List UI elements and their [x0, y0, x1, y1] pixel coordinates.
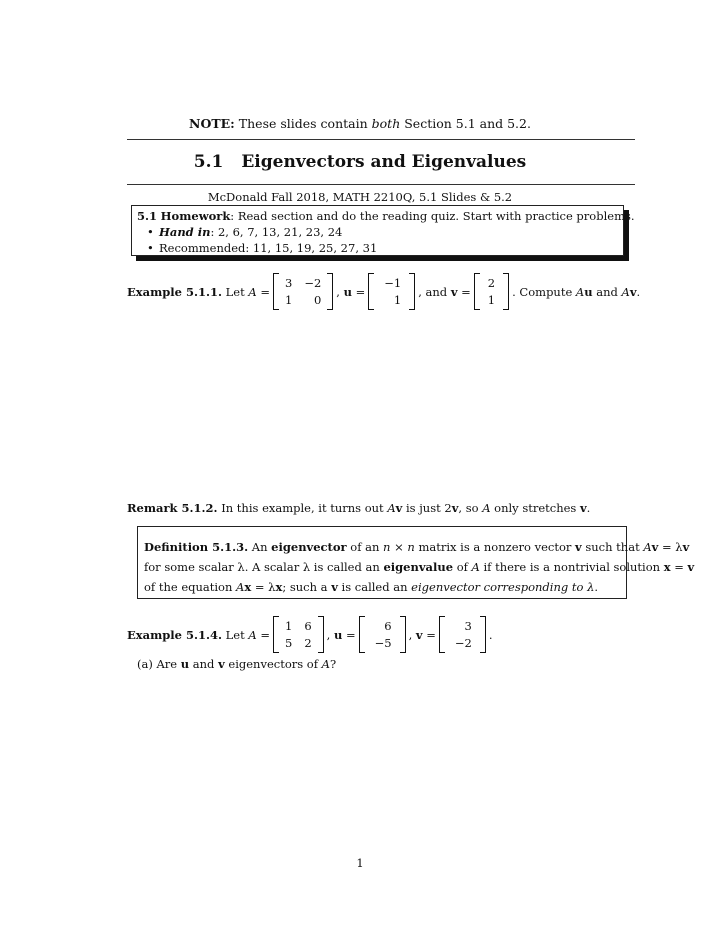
example-5-1-4: Example 5.1.4. Let A = 1 6 5 2 , u = 6 −5 , v = 3 −2 .: [127, 616, 493, 653]
remark-5-1-2: Remark 5.1.2. In this example, it turns out Av is just 2v, so A only stretches v.: [127, 501, 591, 515]
var-a: A: [248, 627, 257, 642]
remark-text: is just 2: [406, 501, 452, 515]
note-line: [0, 116, 720, 131]
matrix-entry: 5: [285, 636, 293, 650]
var-x: x: [663, 560, 671, 574]
course-line: McDonald Fall 2018, MATH 2210Q, 5.1 Slides & 5.2: [207, 190, 513, 204]
homework-title: [137, 208, 635, 224]
section-heading: [0, 152, 720, 172]
definition-text: of an: [350, 540, 380, 554]
var-v: v: [682, 540, 690, 554]
var-a: A: [321, 657, 330, 671]
note-text-b: Section 5.1 and 5.2.: [404, 116, 531, 131]
matrix-entry: 2: [304, 636, 312, 650]
matrix-entry: −1: [384, 276, 402, 290]
var-v: v: [415, 627, 423, 642]
definition-text: ; such a: [282, 580, 328, 594]
vector-v: [474, 273, 509, 310]
note-label: NOTE:: [189, 116, 235, 131]
var-u: u: [180, 657, 190, 671]
matrix-A: [273, 616, 324, 653]
var-v: v: [218, 657, 225, 671]
matrix-entry: 2: [487, 276, 496, 290]
definition-line-2: for some scalar λ. A scalar λ is called an eigenvalue of A if there is a nontrivial solution x = v: [144, 560, 695, 574]
var-v: v: [579, 501, 587, 515]
definition-text: An: [251, 540, 268, 554]
var-x: x: [244, 580, 252, 594]
hand-in-item: [137, 224, 618, 240]
var-v: v: [629, 284, 637, 299]
definition-text: is called an: [341, 580, 408, 594]
part-a-text: and: [192, 657, 215, 671]
remark-label: Remark 5.1.2.: [127, 501, 218, 515]
right-bracket: [503, 273, 509, 310]
page-number: 1: [356, 856, 364, 870]
note-text-emphasis: both: [371, 116, 401, 131]
homework-box: [131, 205, 635, 256]
hand-in-label: Hand in: [159, 225, 211, 239]
example-5-1-1: Example 5.1.1. Let A = 3 −2 1 0 , u = −1 1 , and v = 2 1 . Compute A u and A v .: [127, 273, 640, 310]
var-v: v: [687, 560, 695, 574]
var-a: A: [482, 501, 491, 515]
var-a: A: [643, 540, 652, 554]
homework-num: 5.1: [137, 209, 158, 223]
var-u: u: [343, 284, 352, 299]
remark-text: only stretches: [494, 501, 577, 515]
part-a-text: (a) Are: [137, 657, 178, 671]
compute-word: . Compute: [512, 284, 573, 299]
remark-text: , so: [458, 501, 479, 515]
var-a: A: [236, 580, 245, 594]
var-v: v: [395, 501, 403, 515]
remark-text: In this example, it turns out: [221, 501, 384, 515]
matrix-entry: −2: [304, 276, 322, 290]
lambda-symbol: λ: [587, 580, 595, 594]
example-label: Example 5.1.4.: [127, 627, 222, 642]
recommended-item: [137, 240, 618, 256]
matrix-entry: 0: [313, 293, 322, 307]
var-v: v: [331, 580, 338, 594]
definition-text: of the equation: [144, 580, 233, 594]
example-label: Example 5.1.1.: [127, 284, 222, 299]
part-a-text: eigenvectors of: [228, 657, 318, 671]
matrix-entry: −5: [374, 636, 392, 650]
right-bracket: [409, 273, 415, 310]
and-word: , and: [418, 284, 448, 299]
var-a: A: [575, 284, 585, 299]
definition-text: of: [456, 560, 468, 574]
var-v: v: [651, 540, 659, 554]
matrix-body: [279, 273, 327, 310]
part-a-question: (a) Are u and v eigenvectors of A?: [137, 657, 337, 671]
term-eigenvector: eigenvector: [271, 540, 347, 554]
top-rule: [127, 139, 635, 140]
note-text-a: These slides contain: [238, 116, 368, 131]
vector-v: [439, 616, 486, 653]
n-by-n: n × n: [383, 540, 415, 554]
section-title: Eigenvectors and Eigenvalues: [241, 152, 527, 172]
definition-box: [137, 526, 695, 599]
matrix-entry: 3: [285, 276, 293, 290]
recommended-text: Recommended: 11, 15, 19, 25, 27, 31: [159, 241, 378, 255]
var-a: A: [471, 560, 480, 574]
bullet-icon: •: [147, 241, 154, 255]
var-v: v: [450, 284, 458, 299]
var-v: v: [451, 501, 459, 515]
right-bracket: [327, 273, 333, 310]
definition-text: for some scalar λ. A scalar λ is called an: [144, 560, 380, 574]
matrix-entry: 6: [304, 619, 312, 633]
section-number: 5.1: [193, 152, 224, 172]
matrix-body: [365, 616, 400, 653]
vector-u: [368, 273, 415, 310]
definition-line-1: Definition 5.1.3. An eigenvector of an n × n matrix is a nonzero vector v such that Av = λv: [144, 540, 690, 554]
matrix-entry: 1: [285, 293, 293, 307]
right-bracket: [318, 616, 324, 653]
var-a: A: [621, 284, 630, 299]
var-v: v: [575, 540, 582, 554]
matrix-entry: 3: [464, 619, 472, 633]
matrix-entry: 6: [384, 619, 392, 633]
matrix-entry: 1: [285, 619, 293, 633]
matrix-entry: 1: [393, 293, 402, 307]
hand-in-list: : 2, 6, 7, 13, 21, 23, 24: [210, 225, 343, 239]
homework-text: : Read section and do the reading quiz. Start with practice problems.: [230, 209, 635, 223]
var-a: A: [387, 501, 396, 515]
matrix-entry: −2: [454, 636, 472, 650]
var-x: x: [275, 580, 283, 594]
homework-label: Homework: [160, 209, 231, 223]
matrix-entry: 1: [487, 293, 496, 307]
var-u: u: [333, 627, 343, 642]
definition-line-3: of the equation Ax = λx; such a v is called an eigenvector corresponding to λ.: [144, 580, 599, 594]
bullet-icon: •: [147, 225, 154, 239]
term-eigenvalue: eigenvalue: [383, 560, 454, 574]
definition-text: matrix is a nonzero vector: [418, 540, 572, 554]
var-u: u: [584, 284, 593, 299]
matrix-body: [374, 273, 409, 310]
matrix-body: [480, 273, 503, 310]
let-word: Let: [225, 284, 245, 299]
matrix-body: [445, 616, 480, 653]
definition-emphasis: eigenvector corresponding to: [411, 580, 584, 594]
var-a: A: [248, 284, 257, 299]
matrix-A: [273, 273, 333, 310]
matrix-body: [279, 616, 318, 653]
right-bracket: [480, 616, 486, 653]
let-word: Let: [225, 627, 245, 642]
section-rule: [127, 184, 635, 185]
definition-label: Definition 5.1.3.: [144, 540, 249, 554]
right-bracket: [400, 616, 406, 653]
definition-text: such that: [585, 540, 640, 554]
vector-u: [359, 616, 406, 653]
definition-text: if there is a nontrivial solution: [483, 560, 661, 574]
and-word: and: [596, 284, 618, 299]
